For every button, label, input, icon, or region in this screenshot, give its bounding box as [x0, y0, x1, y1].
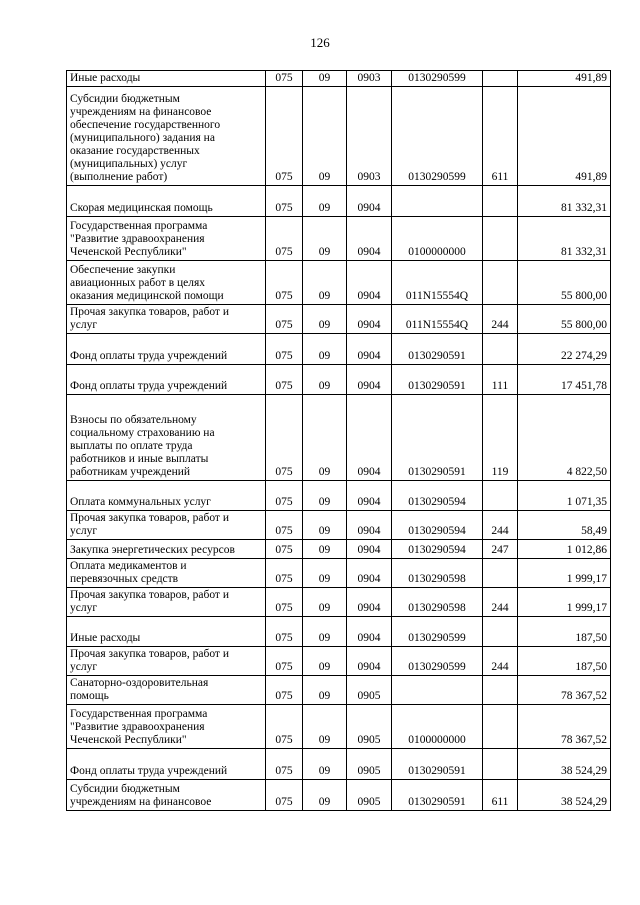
amount-cell: 1 999,17	[518, 559, 611, 588]
ministry-code-cell: 075	[266, 511, 303, 540]
expense-type-cell: 244	[483, 647, 518, 676]
subsection-code-cell: 0905	[347, 705, 392, 749]
table-row	[67, 481, 611, 511]
subsection-code-cell: 0904	[347, 334, 392, 365]
expense-name-cell: Оплата медикаментов и перевязочных средств	[67, 559, 266, 588]
expense-name-cell: Субсидии бюджетным учреждениям на финансовое обеспечение государственного (муниципального) задания на оказание государственных (муниципальных) услуг (выполнение работ)	[67, 87, 266, 186]
ministry-code-cell: 075	[266, 540, 303, 559]
subsection-code-cell: 0904	[347, 617, 392, 647]
ministry-code-cell: 075	[266, 217, 303, 261]
subsection-code-cell: 0903	[347, 87, 392, 186]
section-code-cell: 09	[303, 749, 347, 780]
amount-cell: 81 332,31	[518, 217, 611, 261]
ministry-code-cell: 075	[266, 305, 303, 334]
expense-name-cell: Фонд оплаты труда учреждений	[67, 334, 266, 365]
target-article-cell: 0130290591	[392, 749, 483, 780]
amount-cell: 187,50	[518, 647, 611, 676]
section-code-cell: 09	[303, 617, 347, 647]
table-row	[67, 705, 611, 749]
amount-cell: 38 524,29	[518, 749, 611, 780]
subsection-code-cell: 0904	[347, 365, 392, 395]
expense-type-cell	[483, 334, 518, 365]
budget-table-body	[67, 71, 611, 811]
expense-type-cell: 611	[483, 780, 518, 811]
ministry-code-cell: 075	[266, 647, 303, 676]
table-row	[67, 71, 611, 87]
expense-type-cell	[483, 676, 518, 705]
expense-name-cell: Прочая закупка товаров, работ и услуг	[67, 305, 266, 334]
target-article-cell	[392, 676, 483, 705]
section-code-cell: 09	[303, 71, 347, 87]
ministry-code-cell: 075	[266, 559, 303, 588]
expense-type-cell: 611	[483, 87, 518, 186]
table-row	[67, 676, 611, 705]
ministry-code-cell: 075	[266, 676, 303, 705]
amount-cell: 38 524,29	[518, 780, 611, 811]
section-code-cell: 09	[303, 780, 347, 811]
target-article-cell: 0130290594	[392, 511, 483, 540]
target-article-cell: 0130290599	[392, 87, 483, 186]
expense-type-cell	[483, 217, 518, 261]
subsection-code-cell: 0904	[347, 559, 392, 588]
expense-type-cell: 244	[483, 588, 518, 617]
ministry-code-cell: 075	[266, 780, 303, 811]
table-row	[67, 365, 611, 395]
amount-cell: 55 800,00	[518, 305, 611, 334]
ministry-code-cell: 075	[266, 588, 303, 617]
target-article-cell: 0130290594	[392, 540, 483, 559]
subsection-code-cell: 0904	[347, 540, 392, 559]
target-article-cell	[392, 186, 483, 217]
section-code-cell: 09	[303, 186, 347, 217]
expense-name-cell: Обеспечение закупки авиационных работ в целях оказания медицинской помощи	[67, 261, 266, 305]
expense-name-cell: Иные расходы	[67, 617, 266, 647]
target-article-cell: 0130290591	[392, 334, 483, 365]
section-code-cell: 09	[303, 334, 347, 365]
expense-name-cell: Иные расходы	[67, 71, 266, 87]
subsection-code-cell: 0904	[347, 511, 392, 540]
expense-name-cell: Субсидии бюджетным учреждениям на финансовое	[67, 780, 266, 811]
section-code-cell: 09	[303, 261, 347, 305]
section-code-cell: 09	[303, 588, 347, 617]
table-row	[67, 780, 611, 811]
expense-name-cell: Прочая закупка товаров, работ и услуг	[67, 588, 266, 617]
table-row	[67, 559, 611, 588]
table-row	[67, 749, 611, 780]
subsection-code-cell: 0904	[347, 217, 392, 261]
expense-type-cell	[483, 705, 518, 749]
ministry-code-cell: 075	[266, 395, 303, 481]
expense-type-cell: 244	[483, 305, 518, 334]
amount-cell: 1 999,17	[518, 588, 611, 617]
amount-cell: 187,50	[518, 617, 611, 647]
ministry-code-cell: 075	[266, 71, 303, 87]
expense-name-cell: Закупка энергетических ресурсов	[67, 540, 266, 559]
section-code-cell: 09	[303, 305, 347, 334]
amount-cell: 55 800,00	[518, 261, 611, 305]
ministry-code-cell: 075	[266, 334, 303, 365]
ministry-code-cell: 075	[266, 617, 303, 647]
section-code-cell: 09	[303, 647, 347, 676]
table-row	[67, 588, 611, 617]
expense-type-cell	[483, 559, 518, 588]
ministry-code-cell: 075	[266, 261, 303, 305]
target-article-cell: 0130290591	[392, 780, 483, 811]
expense-type-cell: 119	[483, 395, 518, 481]
section-code-cell: 09	[303, 87, 347, 186]
section-code-cell: 09	[303, 511, 347, 540]
table-row	[67, 217, 611, 261]
subsection-code-cell: 0904	[347, 186, 392, 217]
expense-name-cell: Прочая закупка товаров, работ и услуг	[67, 647, 266, 676]
ministry-code-cell: 075	[266, 365, 303, 395]
expense-name-cell: Фонд оплаты труда учреждений	[67, 749, 266, 780]
ministry-code-cell: 075	[266, 481, 303, 511]
table-row	[67, 511, 611, 540]
target-article-cell: 0130290591	[392, 395, 483, 481]
expense-type-cell	[483, 71, 518, 87]
subsection-code-cell: 0904	[347, 481, 392, 511]
amount-cell: 1 071,35	[518, 481, 611, 511]
expense-name-cell: Оплата коммунальных услуг	[67, 481, 266, 511]
amount-cell: 491,89	[518, 71, 611, 87]
target-article-cell: 0130290598	[392, 588, 483, 617]
table-row	[67, 87, 611, 186]
expense-name-cell: Государственная программа "Развитие здравоохранения Чеченской Республики"	[67, 705, 266, 749]
table-row	[67, 647, 611, 676]
section-code-cell: 09	[303, 540, 347, 559]
section-code-cell: 09	[303, 365, 347, 395]
expense-type-cell	[483, 481, 518, 511]
section-code-cell: 09	[303, 705, 347, 749]
section-code-cell: 09	[303, 481, 347, 511]
section-code-cell: 09	[303, 676, 347, 705]
expense-type-cell: 247	[483, 540, 518, 559]
table-row	[67, 540, 611, 559]
amount-cell: 22 274,29	[518, 334, 611, 365]
table-row	[67, 334, 611, 365]
amount-cell: 17 451,78	[518, 365, 611, 395]
table-row	[67, 617, 611, 647]
target-article-cell: 0130290599	[392, 71, 483, 87]
section-code-cell: 09	[303, 559, 347, 588]
amount-cell: 491,89	[518, 87, 611, 186]
ministry-code-cell: 075	[266, 87, 303, 186]
subsection-code-cell: 0905	[347, 676, 392, 705]
amount-cell: 78 367,52	[518, 705, 611, 749]
target-article-cell: 0130290598	[392, 559, 483, 588]
expense-type-cell	[483, 186, 518, 217]
expense-name-cell: Санаторно-оздоровительная помощь	[67, 676, 266, 705]
subsection-code-cell: 0905	[347, 749, 392, 780]
expense-type-cell	[483, 749, 518, 780]
expense-type-cell	[483, 261, 518, 305]
target-article-cell: 0130290599	[392, 617, 483, 647]
page-number: 126	[310, 35, 330, 50]
expense-name-cell: Скорая медицинская помощь	[67, 186, 266, 217]
target-article-cell: 0130290594	[392, 481, 483, 511]
subsection-code-cell: 0904	[347, 261, 392, 305]
subsection-code-cell: 0903	[347, 71, 392, 87]
target-article-cell: 0130290591	[392, 365, 483, 395]
table-row	[67, 395, 611, 481]
subsection-code-cell: 0904	[347, 647, 392, 676]
table-row	[67, 186, 611, 217]
target-article-cell: 0100000000	[392, 705, 483, 749]
target-article-cell: 0100000000	[392, 217, 483, 261]
target-article-cell: 011N15554Q	[392, 305, 483, 334]
amount-cell: 4 822,50	[518, 395, 611, 481]
target-article-cell: 0130290599	[392, 647, 483, 676]
ministry-code-cell: 075	[266, 186, 303, 217]
target-article-cell: 011N15554Q	[392, 261, 483, 305]
ministry-code-cell: 075	[266, 705, 303, 749]
amount-cell: 78 367,52	[518, 676, 611, 705]
expense-name-cell: Взносы по обязательному социальному страхованию на выплаты по оплате труда работников и иные выплаты работникам учреждений	[67, 395, 266, 481]
expense-type-cell: 244	[483, 511, 518, 540]
amount-cell: 1 012,86	[518, 540, 611, 559]
subsection-code-cell: 0905	[347, 780, 392, 811]
amount-cell: 81 332,31	[518, 186, 611, 217]
expense-name-cell: Прочая закупка товаров, работ и услуг	[67, 511, 266, 540]
subsection-code-cell: 0904	[347, 395, 392, 481]
table-row	[67, 261, 611, 305]
expense-type-cell	[483, 617, 518, 647]
expense-name-cell: Государственная программа "Развитие здравоохранения Чеченской Республики"	[67, 217, 266, 261]
expense-name-cell: Фонд оплаты труда учреждений	[67, 365, 266, 395]
ministry-code-cell: 075	[266, 749, 303, 780]
amount-cell: 58,49	[518, 511, 611, 540]
table-row	[67, 305, 611, 334]
subsection-code-cell: 0904	[347, 588, 392, 617]
budget-table	[66, 70, 611, 811]
expense-type-cell: 111	[483, 365, 518, 395]
section-code-cell: 09	[303, 217, 347, 261]
section-code-cell: 09	[303, 395, 347, 481]
subsection-code-cell: 0904	[347, 305, 392, 334]
